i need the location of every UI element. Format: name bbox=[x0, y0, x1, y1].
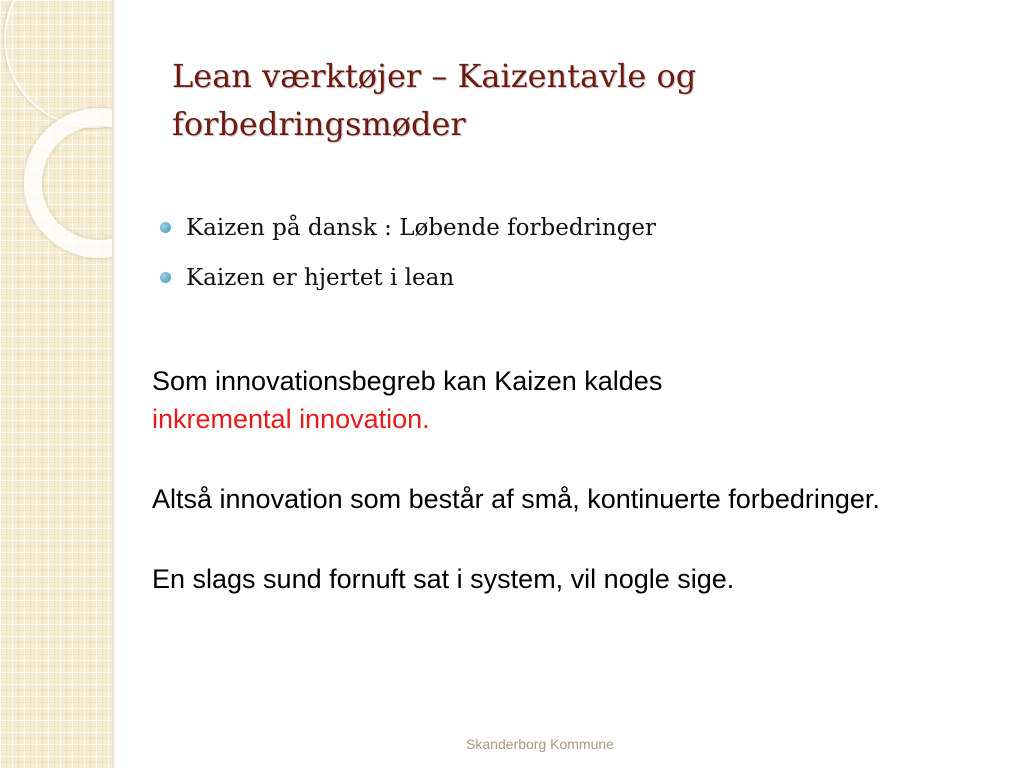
bullet-list bbox=[158, 207, 978, 307]
bullet-text: Kaizen på dansk : Løbende forbedringer bbox=[186, 215, 657, 241]
strip-edge-shadow bbox=[112, 0, 116, 768]
highlighted-term: inkremental innovation. bbox=[152, 404, 430, 434]
paragraph-conclusion: En slags sund fornuft sat i system, vil nogle sige. bbox=[152, 564, 735, 594]
slide-title: Lean værktøjer – Kaizentavle og forbedringsmøder bbox=[172, 57, 697, 143]
footer-text: Skanderborg Kommune bbox=[466, 736, 614, 752]
decorative-ring-middle bbox=[24, 108, 112, 258]
paragraph-spacer bbox=[152, 438, 972, 480]
decorative-side-strip bbox=[0, 0, 112, 768]
bullet-item bbox=[158, 207, 978, 257]
body-text-block bbox=[152, 362, 972, 598]
paragraph-explanation: Altså innovation som består af små, kontinuerte forbedringer. bbox=[152, 484, 880, 514]
bullet-item bbox=[158, 257, 978, 307]
paragraph-spacer bbox=[152, 518, 972, 560]
bullet-dot-icon bbox=[160, 272, 171, 283]
bullet-dot-icon bbox=[160, 222, 171, 233]
paragraph-innovation-term bbox=[152, 362, 972, 438]
paragraph-text: Som innovationsbegreb kan Kaizen kaldes bbox=[152, 366, 663, 396]
bullet-text: Kaizen er hjertet i lean bbox=[186, 265, 455, 291]
